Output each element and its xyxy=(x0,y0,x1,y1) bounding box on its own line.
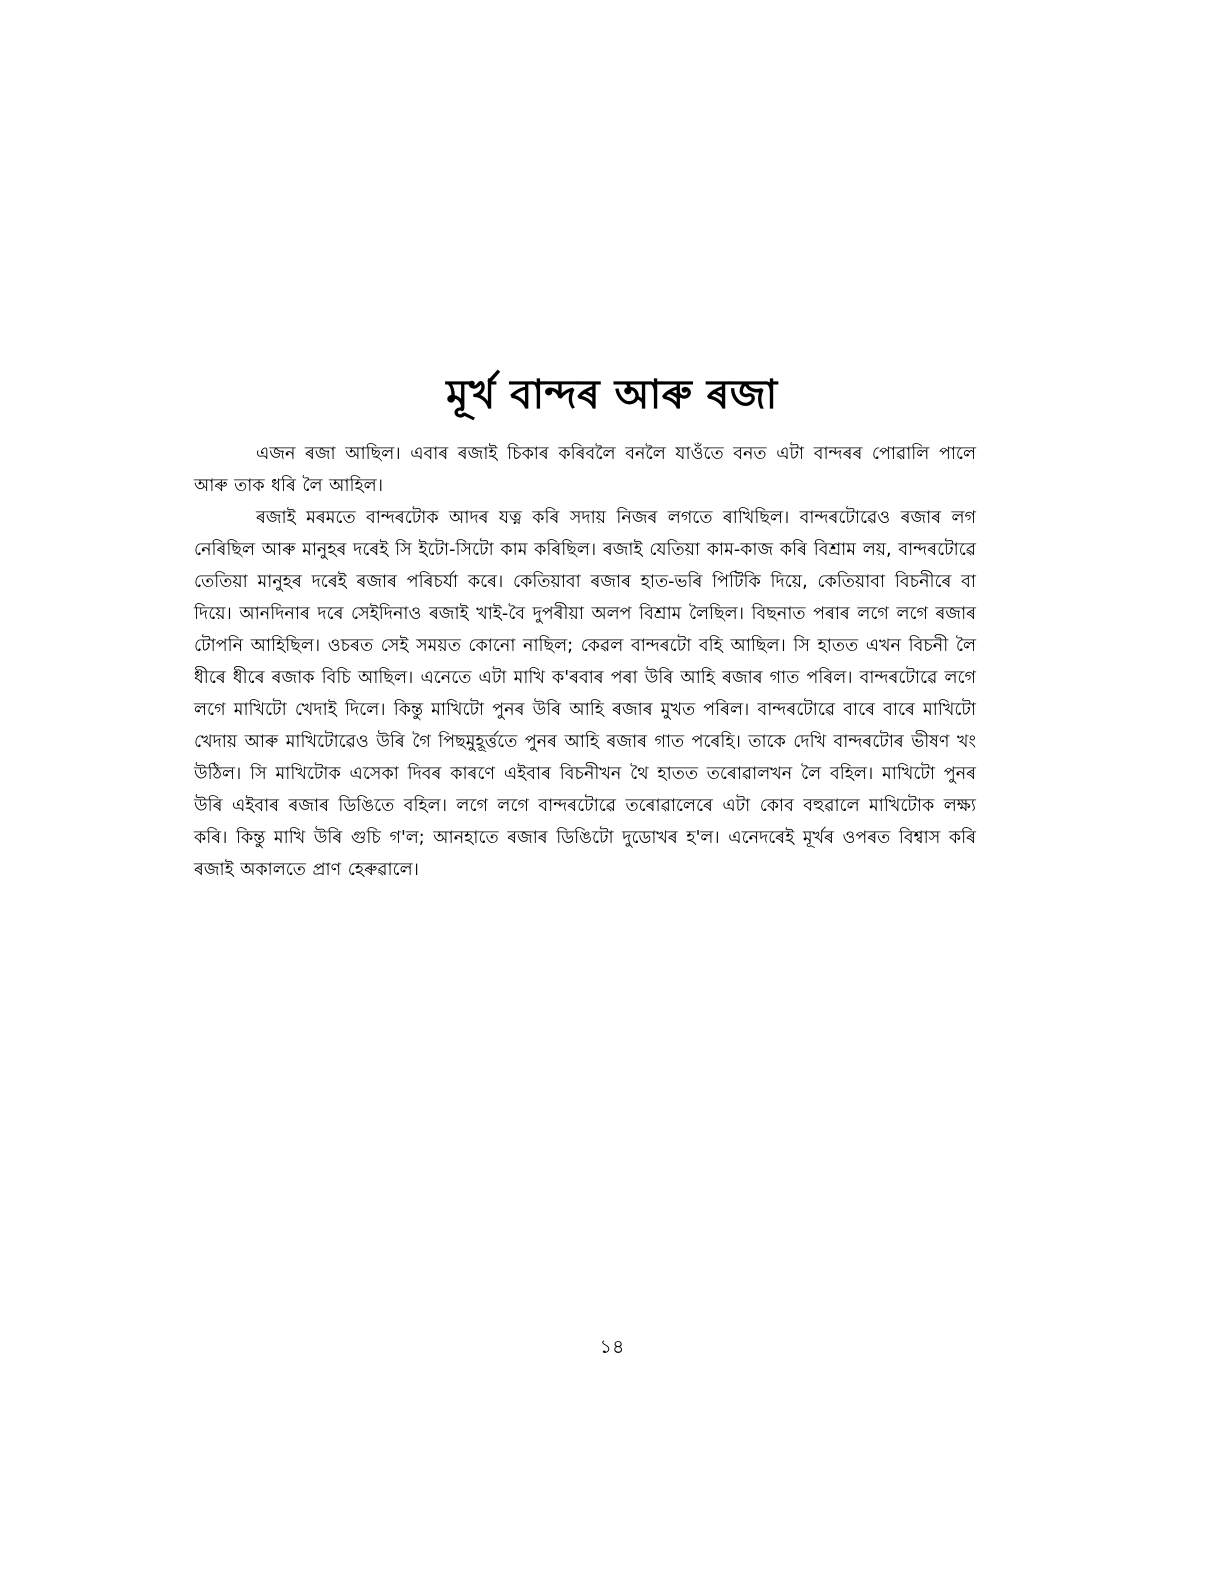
paragraph-2: ৰজাই মৰমতে বান্দৰটোক আদৰ যত্ন কৰি সদায় নিজৰ লগতে ৰাখিছিল। বান্দৰটোৱেও ৰজাৰ লগ নেৰিছিল আৰু মানুহৰ দৰেই সি ইটো-সিটো কাম কৰিছিল। ৰজাই যেতিয়া কাম-কাজ কৰি বিশ্ৰাম লয়, বান্দৰটোৱে তেতিয়া মানুহৰ দৰেই ৰজাৰ পৰিচৰ্যা কৰে। কেতিয়াবা ৰজাৰ হাত-ভৰি পিটিকি দিয়ে, কেতিয়াবা বিচনীৰে বা দিয়ে। আনদিনাৰ দৰে সেইদিনাও ৰজাই খাই-বৈ দুপৰীয়া অলপ বিশ্ৰাম লৈছিল। বিছনাত পৰাৰ লগে লগে ৰজাৰ টোপনি আহিছিল। ওচৰত সেই সময়ত কোনো নাছিল; কেৱল বান্দৰটো বহি আছিল। সি হাতত এখন বিচনী লৈ ধীৰে ধীৰে ৰজাক বিচি আছিল। এনেতে এটা মাখি ক'ৰবাৰ পৰা উৰি আহি ৰজাৰ গাত পৰিল। বান্দৰটোৱে লগে লগে মাখিটো খেদাই দিলে। কিন্তু মাখিটো পুনৰ উৰি আহি ৰজাৰ মুখত পৰিল। বান্দৰটোৱে বাৰে বাৰে মাখিটো খেদায় আৰু মাখিটোৱেও উৰি গৈ পিছমুহূৰ্ত্ততে পুনৰ আহি ৰজাৰ গাত পৰেহি। তাকে দেখি বান্দৰটোৰ ভীষণ খং উঠিল। সি মাখিটোক এসেকা দিবৰ কাৰণে এইবাৰ বিচনীখন থৈ হাতত তৰোৱালখন লৈ বহিল। মাখিটো পুনৰ উৰি এইবাৰ ৰজাৰ ডিঙিতে বহিল। লগে লগে বান্দৰটোৱে তৰোৱালেৰে এটা কোব বহুৱালে মাখিটোক লক্ষ্য কৰি। কিন্তু মাখি উৰি গুচি গ'ল; আনহাতে ৰজাৰ ডিঙিটো দুডোখৰ হ'ল। এনেদৰেই মূৰ্খৰ ওপৰত বিশ্বাস কৰি ৰজাই অকালতে প্ৰাণ হেৰুৱালে। xyxy=(194,508,976,880)
paragraph-1: এজন ৰজা আছিল। এবাৰ ৰজাই চিকাৰ কৰিবলৈ বনলৈ যাওঁতে বনত এটা বান্দৰৰ পোৱালি পালে আৰু তাক ধৰি লৈ আহিল। xyxy=(194,444,976,496)
page-number: ১৪ xyxy=(599,1336,625,1358)
story-body xyxy=(194,438,976,886)
page-title: মূৰ্খ বান্দৰ আৰু ৰজা xyxy=(446,371,778,418)
